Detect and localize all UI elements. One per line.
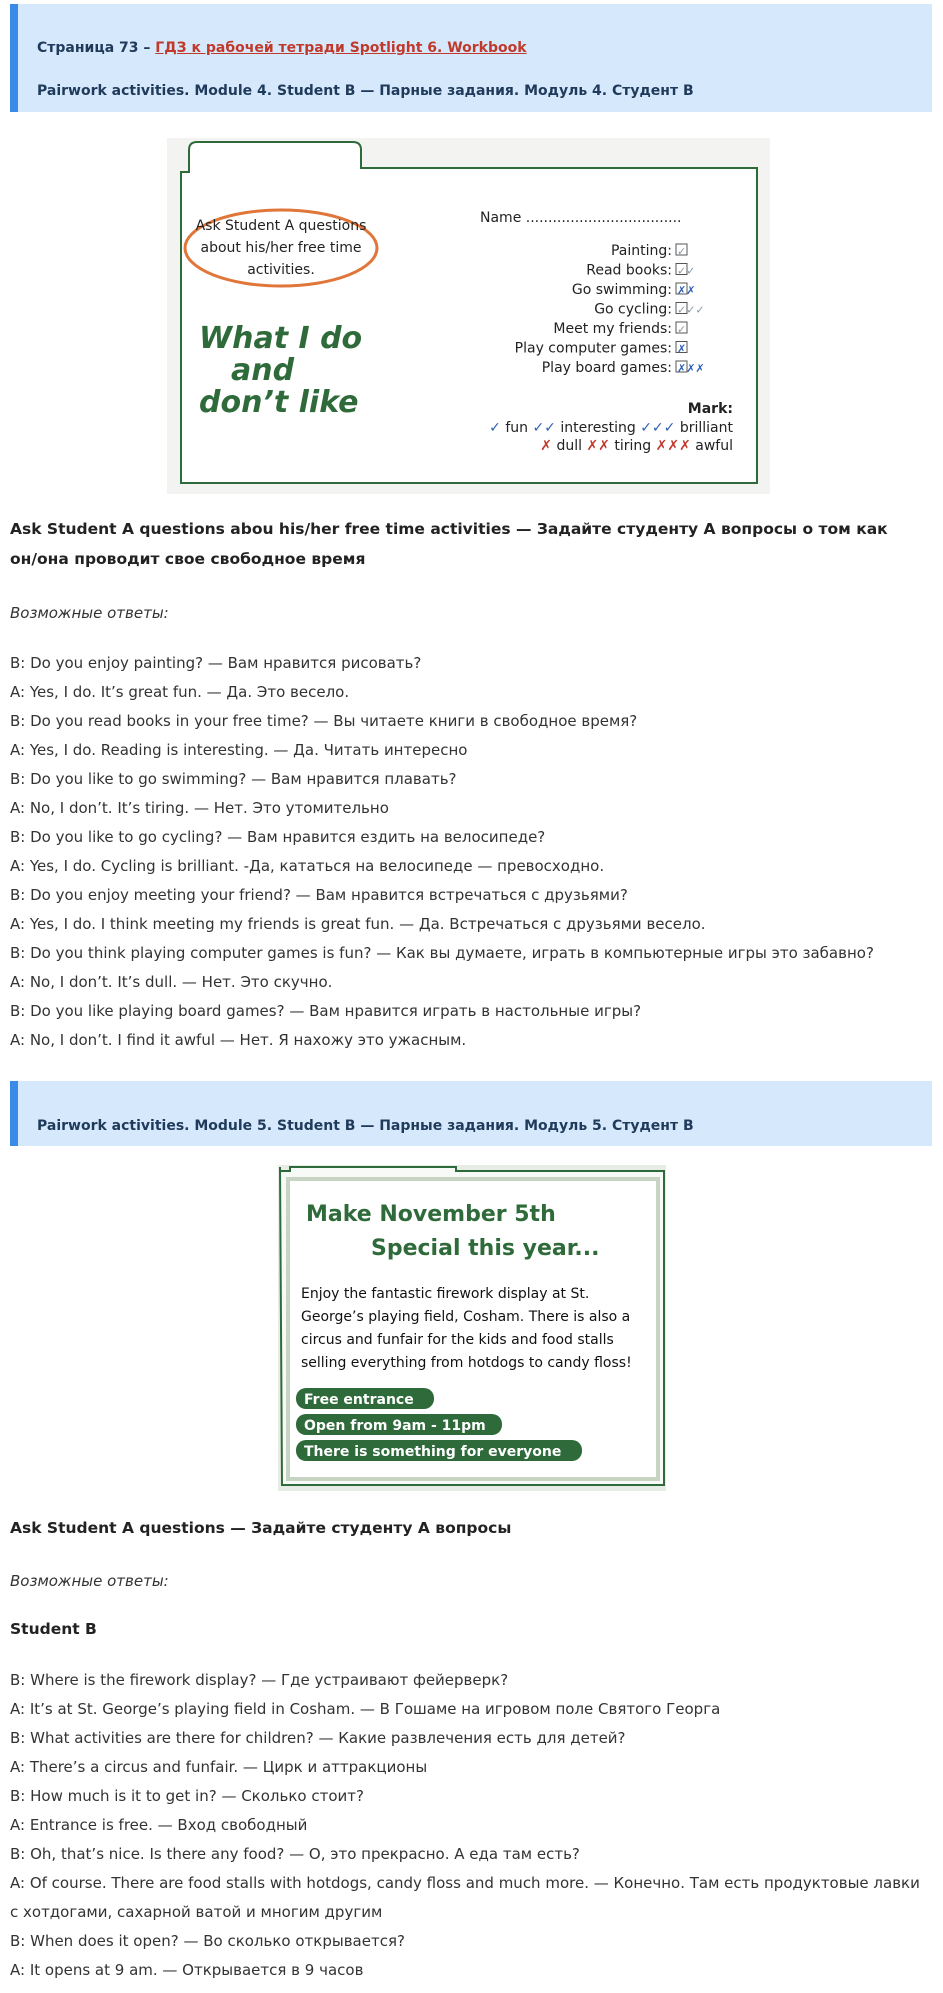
legend-word: awful	[695, 438, 733, 454]
oval-line-1: Ask Student A questions	[195, 218, 367, 234]
dialogue-line: A: Yes, I do. Reading is interesting. — Да. Читать интересно	[10, 741, 468, 759]
module4-banner	[10, 4, 932, 112]
section1-dialogue	[10, 649, 925, 1055]
dialogue-line: A: There’s a circus and funfair. — Цирк и аттракционы	[10, 1758, 428, 1776]
module5-title: Pairwork activities. Module 5. Student B — Парные задания. Модуль 5. Студент B	[37, 1118, 694, 1134]
november-5th-card-svg	[278, 1165, 666, 1491]
dialogue-line: A: Of course. There are food stalls with hotdogs, candy floss and much more. — Конечно. Там есть продуктовые лавки с хотдогами, сахарной ватой и многим другим	[10, 1874, 920, 1921]
activity-mark: ✓	[677, 245, 687, 258]
card2-body-3: circus and funfair for the kids and food stalls	[301, 1332, 614, 1348]
dialogue-line: A: Yes, I do. It’s great fun. — Да. Это весело.	[10, 683, 350, 701]
dialogue-line: B: Do you enjoy meeting your friend? — Вам нравится встречаться с друзьями?	[10, 886, 628, 904]
svg-text:There is something for everyon: There is something for everyone	[304, 1444, 562, 1460]
pill-opening-hours	[296, 1414, 502, 1435]
activity-mark: ✗✗✗	[677, 362, 705, 375]
dialogue-line: A: No, I don’t. I find it awful — Нет. Я нахожу это ужасным.	[10, 1031, 467, 1049]
section2-possible-answers: Возможные ответы:	[10, 1572, 169, 1590]
activity-label: Play computer games:	[514, 340, 672, 357]
pill-something-for-everyone	[296, 1440, 582, 1461]
legend-word: dull	[556, 438, 582, 454]
activity-label: Read books:	[586, 262, 672, 279]
big-text-1: What I do	[199, 321, 363, 356]
legend-symbol: ✓	[489, 420, 501, 436]
dialogue-line: B: Do you enjoy painting? — Вам нравится рисовать?	[10, 654, 422, 672]
section2-heading: Ask Student A questions — Задайте студенту А вопросы	[10, 1519, 512, 1537]
activity-label: Play board games:	[541, 360, 672, 376]
dialogue-line: A: No, I don’t. It’s tiring. — Нет. Это утомительно	[10, 799, 389, 817]
activity-label: Go swimming:	[571, 282, 672, 298]
card2-body-4: selling everything from hotdogs to candy floss!	[301, 1355, 632, 1371]
card2-body-1: Enjoy the fantastic firework display at St.	[301, 1286, 590, 1302]
legend-symbol: ✗✗✗	[655, 438, 691, 454]
legend-symbol: ✗	[540, 438, 552, 454]
dialogue-line: B: Oh, that’s nice. Is there any food? — О, это прекрасно. А еда там есть?	[10, 1845, 580, 1863]
oval-line-2: about his/her free time	[200, 240, 362, 256]
module5-banner	[10, 1081, 932, 1146]
legend-symbol: ✓✓✓	[640, 420, 676, 436]
activity-label: Meet my friends:	[553, 321, 672, 337]
legend-word: fun	[505, 420, 528, 436]
dialogue-line: B: Do you like to go cycling? — Вам нравится ездить на велосипеде?	[10, 828, 546, 846]
dialogue-line: A: No, I don’t. It’s dull. — Нет. Это скучно.	[10, 973, 333, 991]
activity-mark: ✓✓✓	[677, 303, 705, 317]
dialogue-line: B: When does it open? — Во сколько открывается?	[10, 1932, 405, 1950]
workbook-link[interactable]: ГДЗ к рабочей тетради Spotlight 6. Workbook	[155, 40, 527, 56]
dialogue-line: B: Do you like playing board games? — Вам нравится играть в настольные игры?	[10, 1002, 642, 1020]
dialogue-line: A: It’s at St. George’s playing field in Cosham. — В Гошаме на игровом поле Святого Георга	[10, 1700, 721, 1718]
big-text-2: and	[231, 353, 295, 388]
legend-symbol: ✓✓	[532, 420, 556, 436]
dialogue-line: A: Yes, I do. Cycling is brilliant. -Да, кататься на велосипеде — превосходно.	[10, 857, 605, 875]
dialogue-line: B: How much is it to get in? — Сколько стоит?	[10, 1787, 364, 1805]
legend-symbol: ✗✗	[586, 438, 610, 454]
module4-title: Pairwork activities. Module 4. Student B — Парные задания. Модуль 4. Студент B	[37, 83, 694, 99]
svg-text:Open from 9am - 11pm: Open from 9am - 11pm	[304, 1418, 486, 1434]
dialogue-line: B: Do you think playing computer games is fun? — Как вы думаете, играть в компьютерные игры это забавно?	[10, 944, 874, 962]
pill-free-entrance	[296, 1388, 434, 1409]
name-label: Name ...................................	[480, 210, 682, 226]
dialogue-line: B: What activities are there for children? — Какие развлечения есть для детей?	[10, 1729, 626, 1747]
section1-heading: Ask Student A questions abou his/her free time activities — Задайте студенту А вопросы о том как он/она проводит свое свободное время	[10, 520, 888, 568]
activity-mark: ✓	[677, 323, 687, 336]
activity-mark: ✓✓	[677, 264, 696, 278]
november-5th-card	[278, 1165, 666, 1491]
dialogue-line: B: Do you read books in your free time? — Вы читаете книги в свободное время?	[10, 712, 638, 730]
what-i-do-card-svg	[167, 138, 770, 494]
activity-mark: ✗✗	[677, 284, 696, 297]
student-b-label: Student B	[10, 1620, 97, 1638]
dialogue-line: A: Yes, I do. I think meeting my friends is great fun. — Да. Встречаться с друзьями весело.	[10, 915, 706, 933]
legend-word: interesting	[560, 420, 636, 436]
legend-row-1	[489, 420, 733, 436]
dialogue-line: B: Where is the firework display? — Где устраивают фейерверк?	[10, 1671, 509, 1689]
what-i-do-card	[167, 138, 770, 494]
activity-label: Go cycling:	[594, 301, 672, 318]
card2-body-2: George’s playing field, Cosham. There is also a	[301, 1309, 631, 1325]
page-prefix: Страница 73 –	[37, 40, 156, 56]
legend-row-2	[540, 438, 733, 454]
legend-word: brilliant	[679, 420, 733, 436]
big-text-3: don’t like	[199, 385, 359, 420]
dialogue-line: A: Entrance is free. — Вход свободный	[10, 1816, 308, 1834]
mark-title: Mark:	[687, 401, 733, 417]
dialogue-line: B: Do you like to go swimming? — Вам нравится плавать?	[10, 770, 457, 788]
activity-label: Painting:	[610, 243, 672, 259]
dialogue-line: A: It opens at 9 am. — Открывается в 9 часов	[10, 1961, 364, 1979]
oval-line-3: activities.	[247, 262, 315, 278]
card2-title-1: Make November 5th	[306, 1202, 556, 1227]
section1-possible-answers: Возможные ответы:	[10, 604, 169, 622]
legend-word: tiring	[614, 438, 652, 454]
page-reference	[37, 40, 527, 56]
card2-title-2: Special this year...	[371, 1236, 600, 1261]
svg-text:Free entrance: Free entrance	[304, 1392, 414, 1408]
section2-dialogue	[10, 1666, 925, 1985]
activity-mark: ✗	[677, 342, 687, 356]
